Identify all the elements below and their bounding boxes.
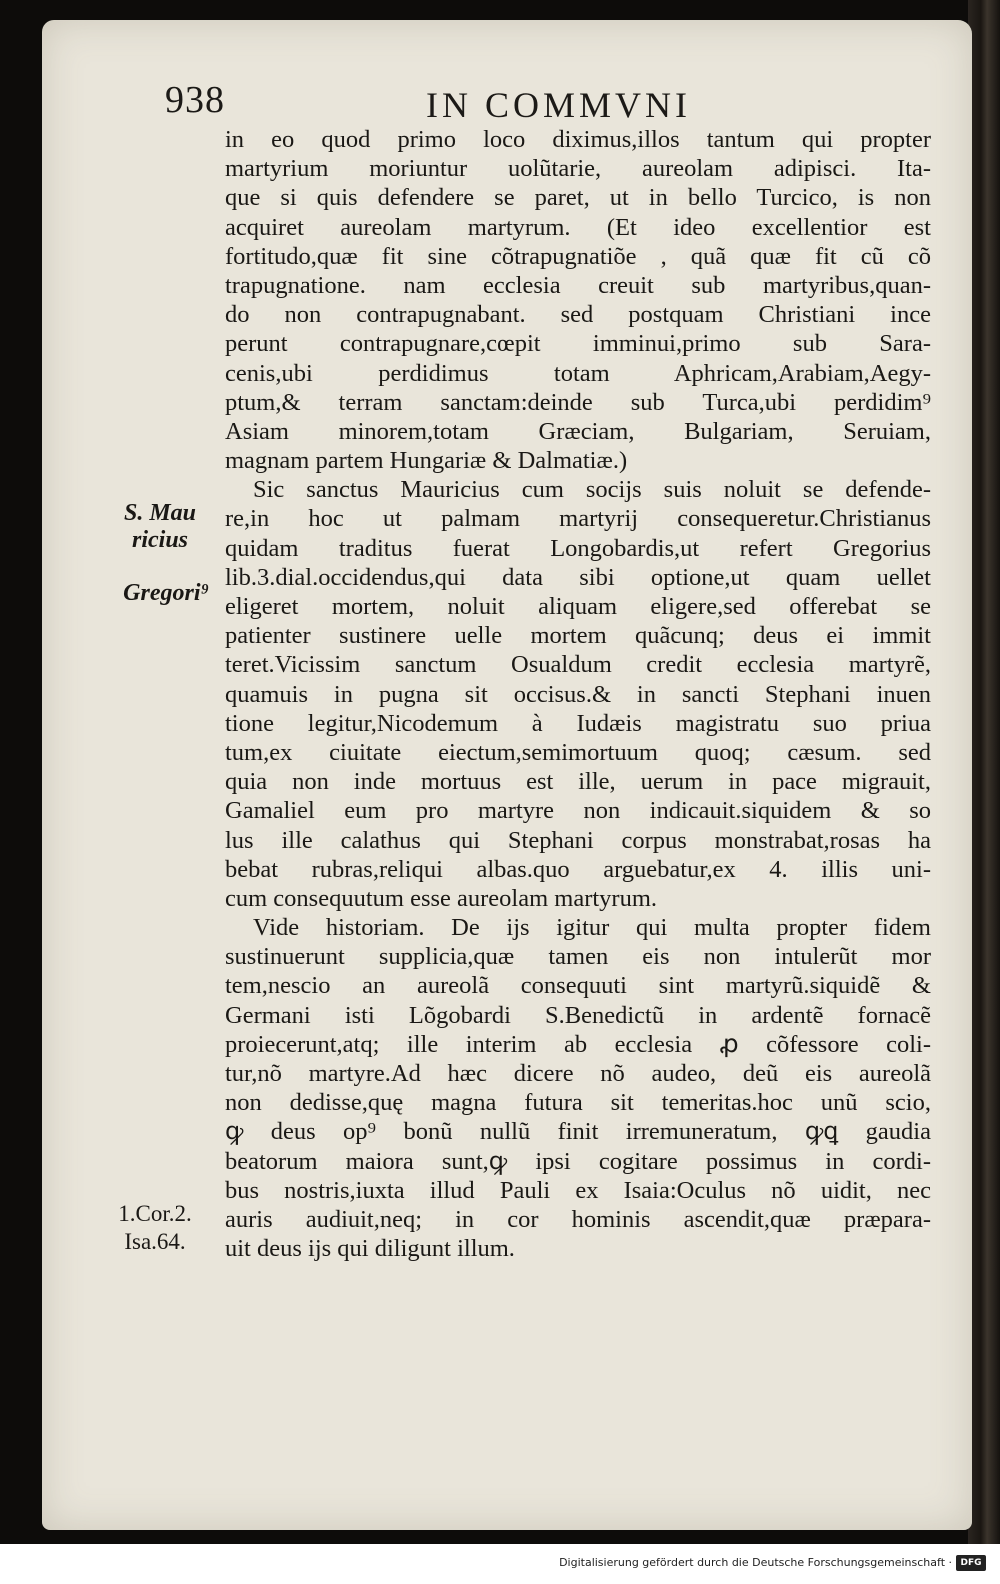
text-line: tem,nescio an aureolã consequuti sint martyrũ.siquidẽ & xyxy=(225,972,931,1000)
text-line: Gamaliel eum pro martyre non indicauit.siquidem & so xyxy=(225,797,931,825)
text-line: proiecerunt,atq; ille interim ab ecclesia ꝓ cõfessore coli- xyxy=(225,1030,931,1058)
margin-note-corinthians xyxy=(80,1200,230,1256)
text-line: sustinuerunt supplicia,quæ tamen eis non intulerũt mor xyxy=(225,943,931,971)
text-line: bebat rubras,reliqui albas.quo arguebatur,ex 4. illis uni- xyxy=(225,855,931,883)
text-line: Sic sanctus Mauricius cum socijs suis noluit se defende- xyxy=(253,476,931,504)
text-line: cum consequutum esse aureolam martyrum. xyxy=(225,884,658,912)
text-line: re,in hoc ut palmam martyrij consequeretur.Christianus xyxy=(225,505,931,533)
text-line: trapugnatione. nam ecclesia creuit sub martyribus,quan- xyxy=(225,271,931,299)
margin-note-mauricius xyxy=(94,500,226,554)
text-line: uit deus ijs qui diligunt illum. xyxy=(225,1235,515,1263)
digitization-footer xyxy=(0,1544,1000,1584)
text-line: non dedisse,quę magna futura sit temeritas.hoc unũ scio, xyxy=(225,1089,931,1117)
text-line: que si quis defendere se paret, ut in bello Turcico, is non xyxy=(225,184,931,212)
margin-note-line: 1.Cor.2. xyxy=(118,1201,192,1226)
margin-note-gregorius: Gregori⁹ xyxy=(123,580,209,606)
text-line: acquiret aureolam martyrum. (Et ideo excellentior est xyxy=(225,213,931,241)
text-line: ptum,& terram sanctam:deinde sub Turca,ubi perdidim⁹ xyxy=(225,388,931,416)
funding-note: Digitalisierung gefördert durch die Deutsche Forschungsgemeinschaft · xyxy=(559,1556,952,1569)
text-line: do non contrapugnabant. sed postquam Christiani ince xyxy=(225,301,931,329)
text-line: eligeret mortem, noluit aliquam eligere,sed offerebat se xyxy=(225,593,931,620)
text-line: Vide historiam. De ijs igitur qui multa propter fidem xyxy=(253,914,931,942)
book-binding-edge xyxy=(968,0,1000,1584)
body-text xyxy=(225,125,931,1263)
book-page xyxy=(42,20,972,1530)
text-line: cenis,ubi perdidimus totam Aphricam,Arabiam,Aegy- xyxy=(225,359,931,387)
dfg-logo: DFG xyxy=(956,1555,986,1571)
text-line: quia non inde mortuus est ille, uerum in pace migrauit, xyxy=(225,768,931,796)
text-line: lib.3.dial.occidendus,qui data sibi optione,ut quam uellet xyxy=(225,563,931,591)
margin-note-line: ricius xyxy=(131,527,188,553)
text-line: teret.Vicissim sanctum Osualdum credit ecclesia martyrẽ, xyxy=(225,651,931,679)
text-line: beatorum maiora sunt,ꝙ ipsi cogitare possimus in cordi- xyxy=(225,1147,931,1175)
text-line: ꝙ deus op⁹ bonũ nullũ finit irremuneratum, ꝙꝗ gaudia xyxy=(225,1118,931,1146)
text-line: auris audiuit,neq; in cor hominis ascendit,quæ præpara- xyxy=(225,1205,931,1233)
text-line: bus nostris,iuxta illud Pauli ex Isaia:Oculus nõ uidit, nec xyxy=(225,1176,931,1204)
text-line: tur,nõ martyre.Ad hæc dicere nõ audeo, deũ eis aureolã xyxy=(225,1060,931,1087)
text-line: tione legitur,Nicodemum à Iudæis magistratu suo priua xyxy=(225,709,931,737)
text-line: Asiam minorem,totam Græciam, Bulgariam, Seruiam, xyxy=(225,417,931,445)
text-line: fortitudo,quæ fit sine cõtrapugnatiõe , quã quæ fit cũ cõ xyxy=(225,242,931,270)
text-line: martyrium moriuntur uolũtarie, aureolam adipisci. Ita- xyxy=(225,155,931,183)
running-head: IN COMMVNI xyxy=(426,85,691,125)
text-line: lus ille calathus qui Stephani corpus monstrabat,rosas ha xyxy=(225,826,931,854)
margin-note-line: Isa.64. xyxy=(124,1229,186,1254)
text-line: tum,ex ciuitate eiectum,semimortuum quoq; cæsum. sed xyxy=(225,738,931,766)
text-line: perunt contrapugnare,cœpit imminui,primo sub Sara- xyxy=(225,330,931,358)
text-line: quamuis in pugna sit occisus.& in sancti Stephani inuen xyxy=(225,680,931,708)
text-line: in eo quod primo loco diximus,illos tantum qui propter xyxy=(225,126,931,153)
page-number: 938 xyxy=(165,79,225,121)
text-line: quidam traditus fuerat Longobardis,ut refert Gregorius xyxy=(225,534,931,562)
text-line: patienter sustinere uelle mortem quãcunq; deus ei immit xyxy=(225,622,931,650)
text-line: magnam partem Hungariæ & Dalmatiæ.) xyxy=(225,447,628,475)
margin-note-line: S. Mau xyxy=(123,500,197,526)
text-line: Germani isti Lõgobardi S.Benedictũ in ardentẽ fornacẽ xyxy=(225,1001,931,1029)
